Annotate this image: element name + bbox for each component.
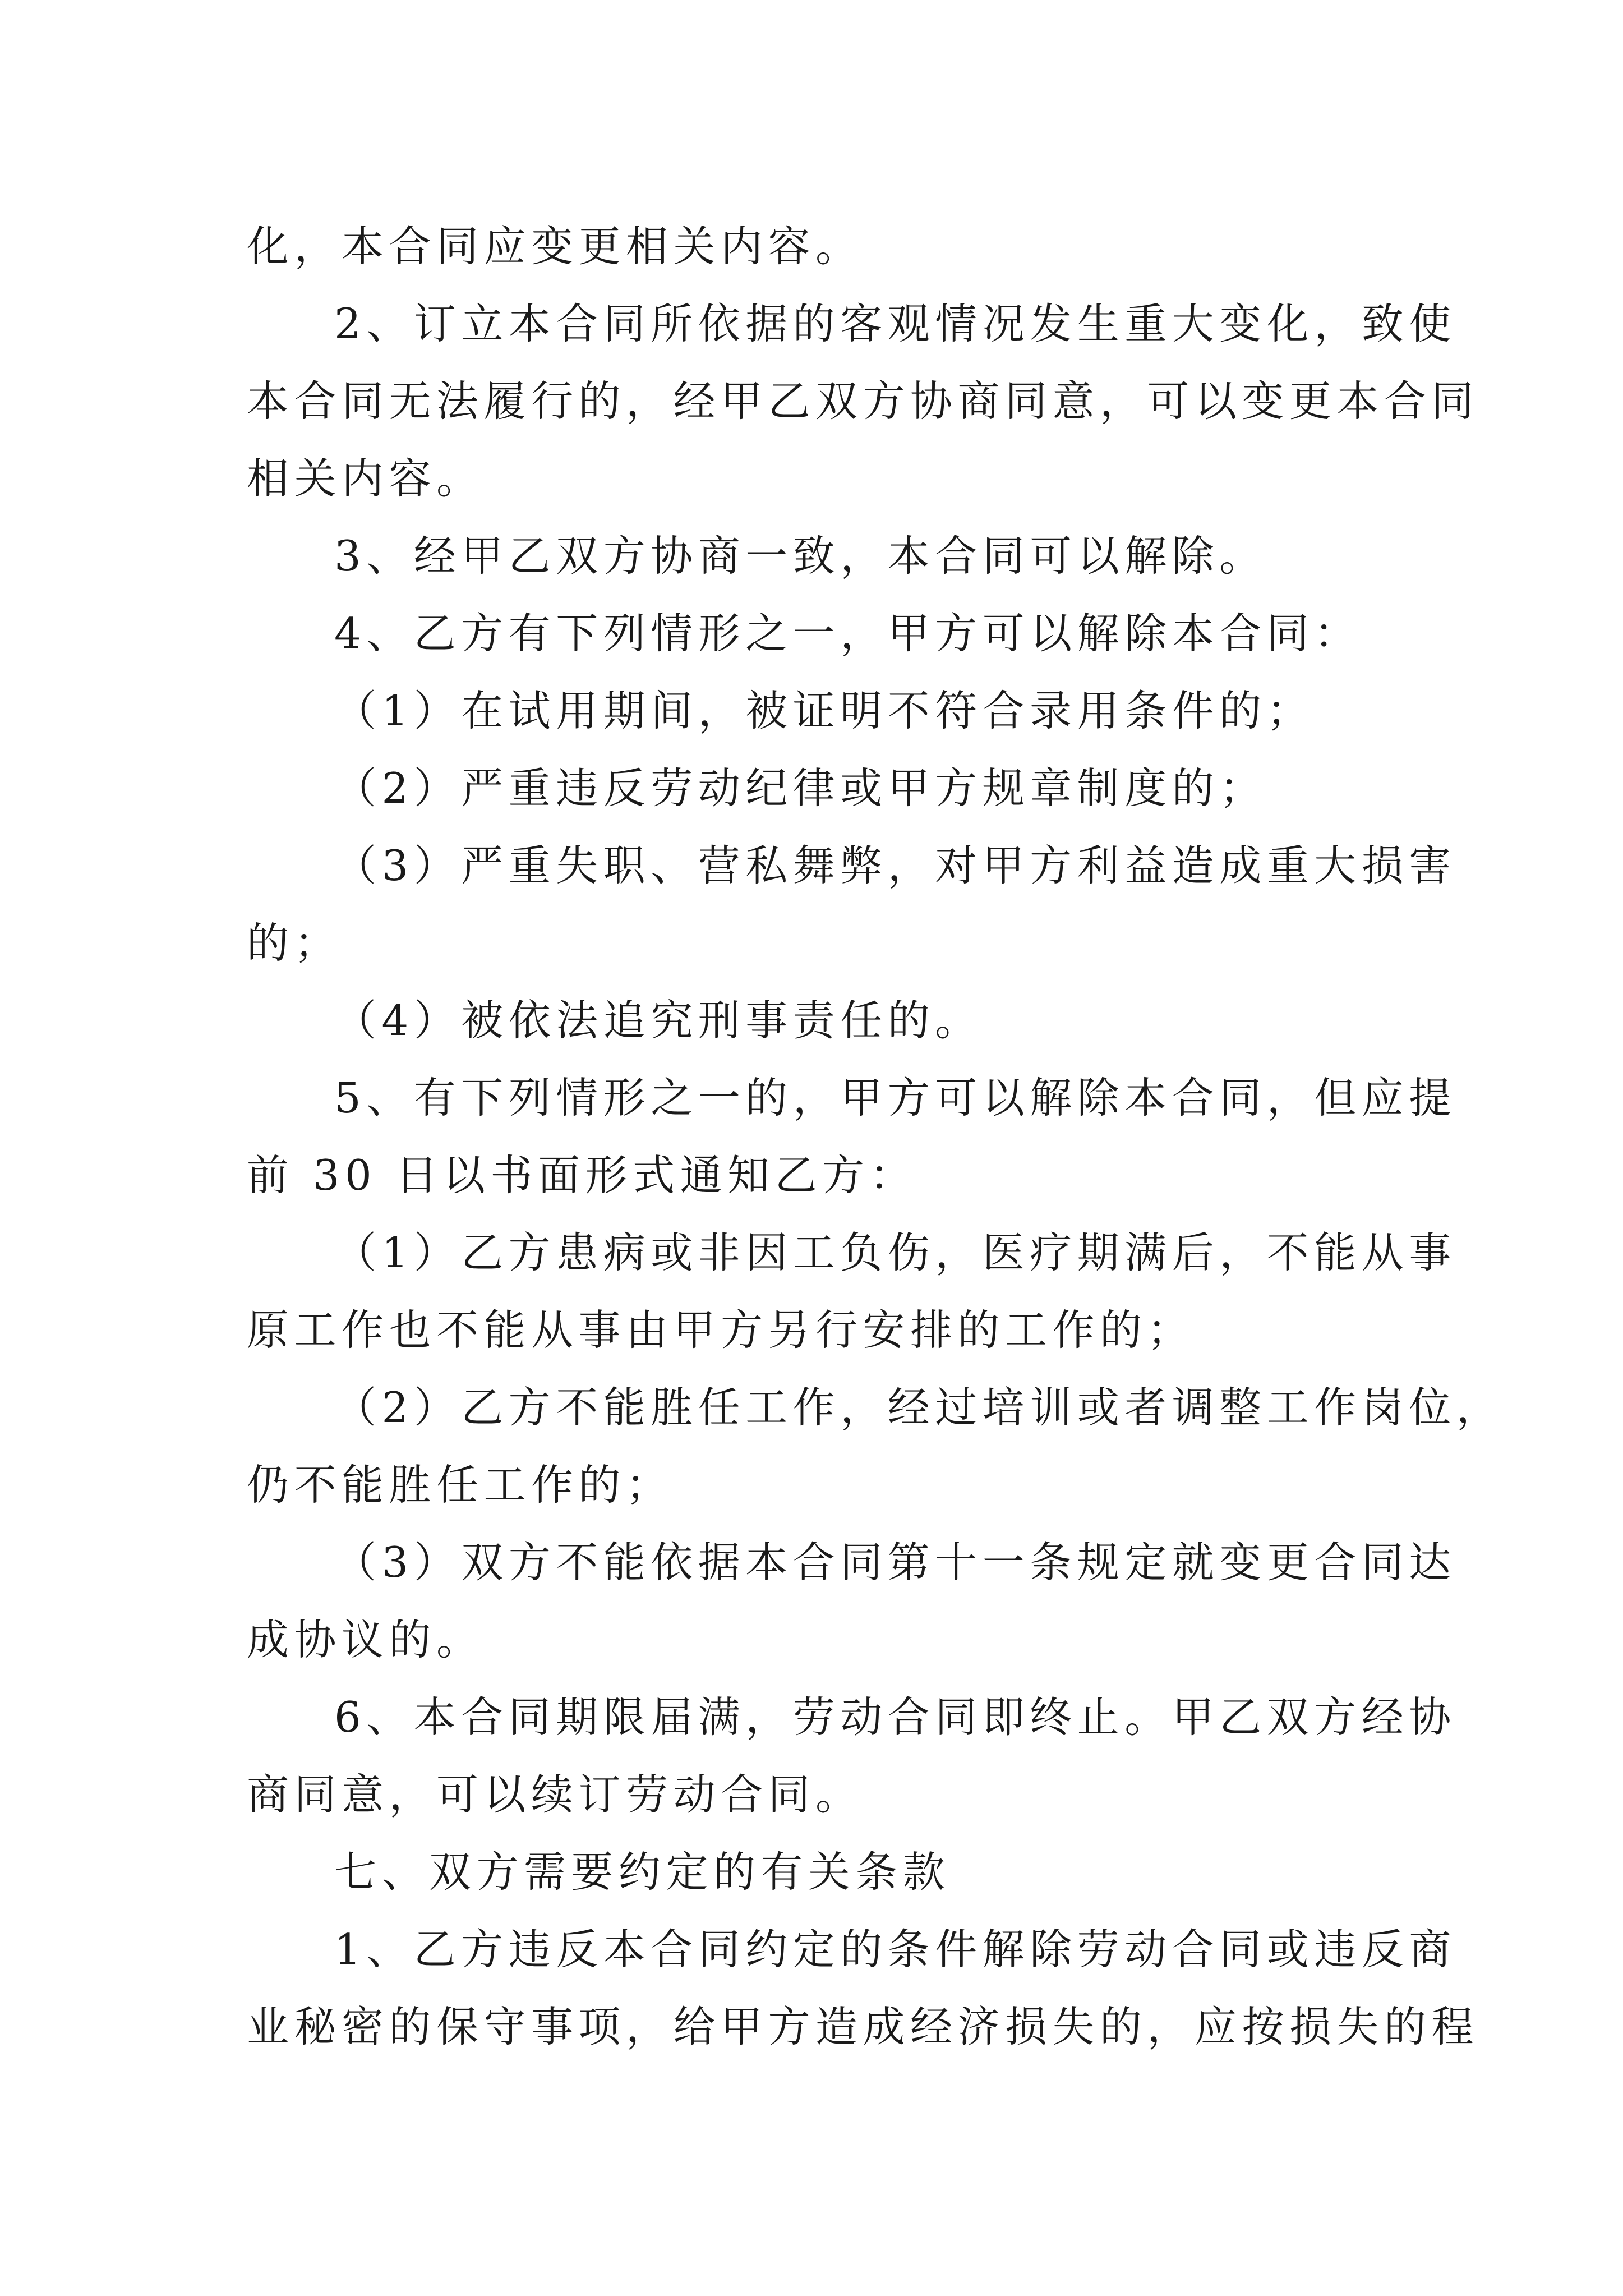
list-item: （3）双方不能依据本合同第十一条规定就变更合同达 (334, 1538, 1456, 1587)
text-line: 业秘密的保守事项，给甲方造成经济损失的，应按损失的程 (247, 2002, 1479, 2051)
text-line: 仍不能胜任工作的； (247, 1460, 674, 1510)
paragraph-start: 6、本合同期限届满，劳动合同即终止。甲乙双方经协 (334, 1692, 1456, 1742)
text-line: 的； (247, 918, 342, 968)
text-line: 本合同无法履行的，经甲乙双方协商同意，可以变更本合同 (247, 376, 1479, 426)
paragraph-start: 1、乙方违反本合同约定的条件解除劳动合同或违反商 (334, 1925, 1456, 1974)
paragraph-start: 5、有下列情形之一的，甲方可以解除本合同，但应提 (334, 1073, 1456, 1122)
section-heading: 七、双方需要约定的有关条款 (334, 1847, 951, 1897)
document-body (247, 208, 1504, 2065)
paragraph-start: 2、订立本合同所依据的客观情况发生重大变化，致使 (334, 299, 1456, 348)
paragraph-start: 3、经甲乙双方协商一致，本合同可以解除。 (334, 531, 1267, 581)
list-item: （1）乙方患病或非因工负伤，医疗期满后，不能从事 (334, 1228, 1456, 1277)
text-line: 原工作也不能从事由甲方另行安排的工作的； (247, 1305, 1195, 1355)
text-line: 商同意，可以续订劳动合同。 (247, 1770, 863, 1819)
text-line: 化，本合同应变更相关内容。 (247, 222, 863, 271)
text-line: 相关内容。 (247, 454, 484, 503)
text-line: 成协议的。 (247, 1615, 484, 1664)
list-item: （3）严重失职、营私舞弊，对甲方利益造成重大损害 (334, 841, 1456, 890)
list-item: （1）在试用期间，被证明不符合录用条件的； (334, 686, 1315, 735)
list-item: （2）乙方不能胜任工作，经过培训或者调整工作岗位， (334, 1383, 1504, 1432)
list-item: （4）被依法追究刑事责任的。 (334, 996, 983, 1045)
list-item: （2）严重违反劳动纪律或甲方规章制度的； (334, 763, 1267, 813)
text-line: 前 30 日以书面形式通知乙方： (247, 1151, 917, 1200)
paragraph-start: 4、乙方有下列情形之一，甲方可以解除本合同： (334, 609, 1362, 658)
